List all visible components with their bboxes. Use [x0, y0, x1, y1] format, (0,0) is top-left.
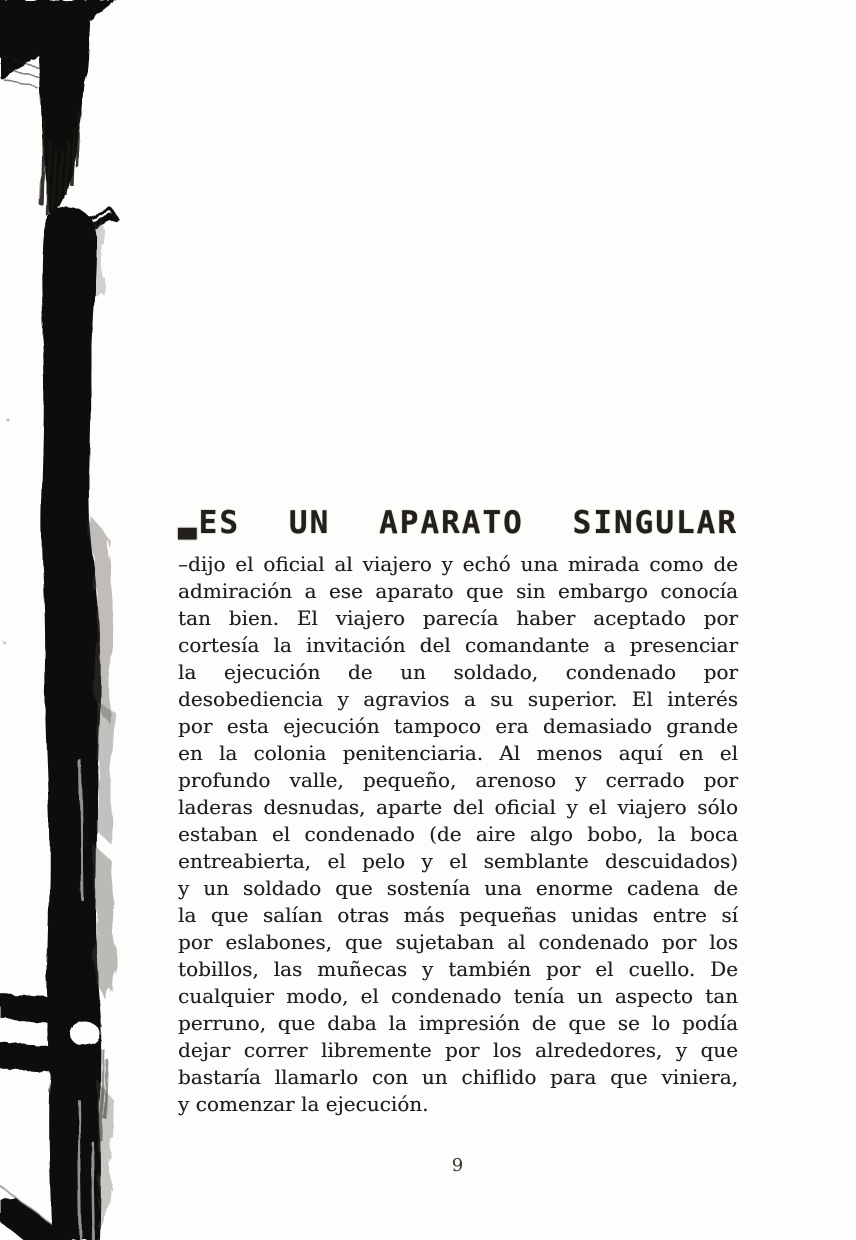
- ink-brush-illustration: [0, 0, 160, 1240]
- small-tag-mark: [88, 208, 119, 229]
- text-line: y un soldado que sostenía una enorme cadena de: [178, 876, 738, 900]
- text-line: la que salían otras más pequeñas unidas entre sí: [178, 903, 738, 927]
- text-line: profundo valle, pequeño, arenoso y cerrado por: [178, 768, 738, 792]
- text-line: y comenzar la ejecución.: [178, 1092, 429, 1116]
- text-line: por eslabones, que sujetaban al condenado por los: [178, 930, 738, 954]
- body-text: [178, 551, 738, 1118]
- bottom-diagonal-thin-line: [0, 1186, 52, 1224]
- ink-speck: [6, 418, 9, 421]
- junction-white-notch: [70, 1022, 100, 1046]
- text-line: estaban el condenado (de aire algo bobo, la boca: [178, 822, 738, 846]
- dry-brush-streaks: [42, 112, 80, 216]
- text-line: admiración a ese aparato que sin embargo conocía: [178, 579, 738, 603]
- dialogue-dash: —: [178, 473, 199, 586]
- text-line: tobillos, las muñecas y también por el cuello. De: [178, 957, 738, 981]
- horizontal-bar-lower: [0, 1042, 61, 1073]
- text-line: –dijo el oficial al viajero y echó una mirada como de: [178, 552, 738, 576]
- top-corner-hatch: [2, 60, 54, 88]
- texture-band-lower: [94, 845, 115, 1002]
- bottom-diagonal-stroke: [0, 1198, 96, 1240]
- text-line: dejar correr libremente por los alrededores, y que: [178, 1038, 738, 1062]
- text-line: bastaría llamarlo con un chiflido para que viniera,: [178, 1065, 738, 1089]
- small-tag-slit: [92, 213, 112, 220]
- junction-streaks: [102, 1050, 108, 1142]
- text-line: tan bien. El viajero parecía haber aceptado por: [178, 606, 738, 630]
- text-line: laderas desnudas, aparte del oficial y el viajero sólo: [178, 795, 738, 819]
- texture-band-bottom: [98, 1080, 113, 1232]
- horizontal-bar-upper: [0, 994, 99, 1035]
- texture-band-upper: [90, 515, 114, 722]
- text-line: entreabierta, el pelo y el semblante descuidados): [178, 849, 738, 873]
- ink-speck: [3, 641, 6, 644]
- text-line: desobediencia y agravios a su superior. El interés: [178, 687, 738, 711]
- top-corner-mass: [0, 0, 116, 78]
- faint-shadow-column: [90, 222, 104, 294]
- text-line: cortesía la invitación del comandante a presenciar: [178, 633, 738, 657]
- text-column: [178, 473, 738, 1176]
- page-number: 9: [451, 1155, 465, 1176]
- texture-band-middle: [96, 700, 115, 845]
- junction-blob: [50, 990, 102, 1028]
- text-line: cualquier modo, el condenado tenía un aspecto tan: [178, 984, 738, 1008]
- chapter-heading-text: ES UN APARATO SINGULAR: [198, 505, 738, 541]
- text-line: por esta ejecución tampoco era demasiado grande: [178, 714, 738, 738]
- ink-strokes-group: [0, 0, 119, 1240]
- text-line: perruno, que daba la impresión de que se lo podía: [178, 1011, 738, 1035]
- upper-vertical-stroke: [36, 0, 90, 214]
- text-line: en la colonia penitenciaria. Al menos aquí en el: [178, 741, 738, 765]
- white-split-streak: [79, 760, 93, 1240]
- main-vertical-stroke: [41, 208, 101, 1240]
- text-line: la ejecución de un soldado, condenado por: [178, 660, 738, 684]
